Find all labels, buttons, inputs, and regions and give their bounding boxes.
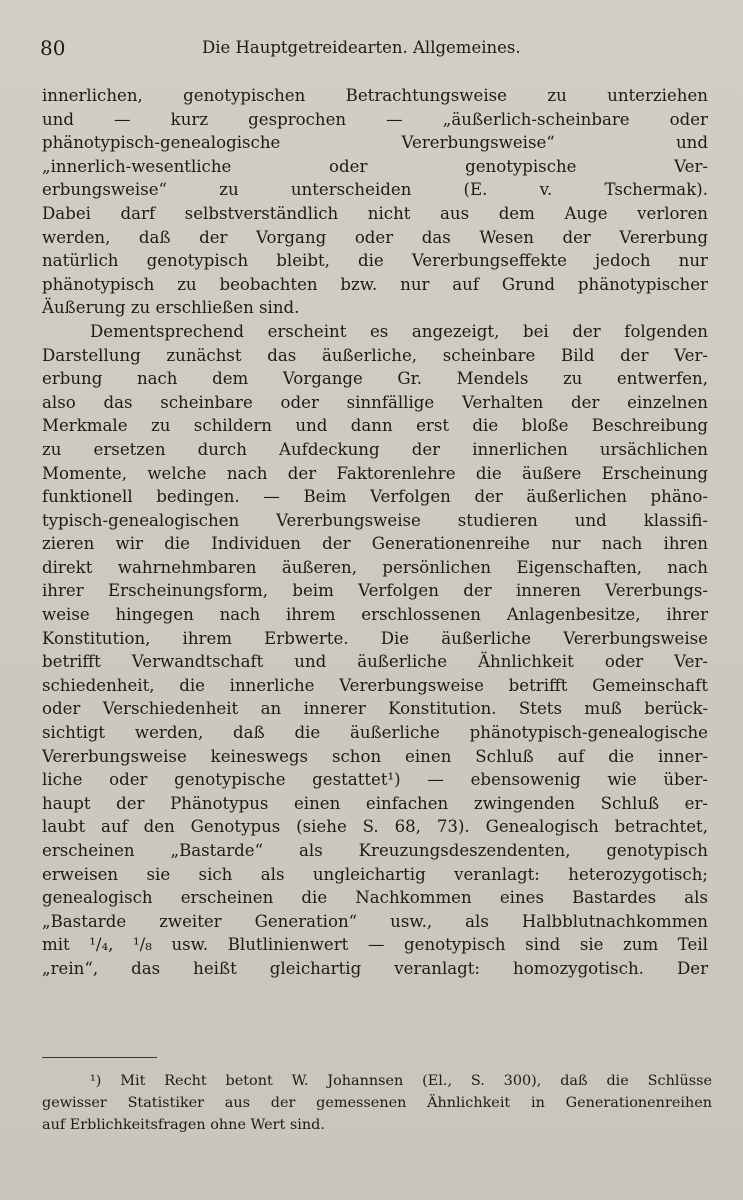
body-line: „rein“, das heißt gleichartig veranlagt: homozygotisch. Der [42,958,708,978]
footnote-line: ¹) Mit Recht betont W. Johannsen (El., S. 300), daß die Schlüsse [90,1073,712,1089]
body-text [42,84,708,981]
body-line: typisch-genealogischen Vererbungsweise studieren und klassifi- [42,510,708,530]
body-line: Vererbungsweise keineswegs schon einen Schluß auf die inner- [42,746,708,766]
footnote-divider [42,1057,157,1058]
footnote [42,1070,712,1136]
body-line: innerlichen, genotypischen Betrachtungsweise zu unterziehen [42,86,708,105]
body-line: Äußerung zu erschließen sind. [42,298,300,318]
body-line: Merkmale zu schildern und dann erst die bloße Beschreibung [42,416,708,436]
body-line: liche oder genotypische gestattet¹) — ebensowenig wie über- [42,770,708,790]
body-line: laubt auf den Genotypus (siehe S. 68, 73). Genealogisch betrachtet, [42,817,708,837]
body-line: oder Verschiedenheit an innerer Konstitution. Stets muß berück- [42,699,708,719]
body-line: funktionell bedingen. — Beim Verfolgen der äußerlichen phäno- [42,487,708,507]
body-line: zieren wir die Individuen der Generationenreihe nur nach ihren [42,534,708,554]
body-line: haupt der Phänotypus einen einfachen zwingenden Schluß er- [42,793,708,813]
footnote-line: auf Erblichkeitsfragen ohne Wert sind. [42,1117,325,1133]
body-line: schiedenheit, die innerliche Vererbungsweise betrifft Gemeinschaft [42,675,708,695]
body-line: weise hingegen nach ihrem erschlossenen Anlagenbesitze, ihrer [42,605,708,625]
body-line: erbungsweise“ zu unterscheiden (E. v. Tschermak). [42,180,708,200]
body-line: sichtigt werden, daß die äußerliche phänotypisch-genealogische [42,723,708,743]
footnote-line: gewisser Statistiker aus der gemessenen Ähnlichkeit in Generationenreihen [42,1095,712,1111]
body-line: Darstellung zunächst das äußerliche, scheinbare Bild der Ver- [42,345,708,365]
body-line: natürlich genotypisch bleibt, die Vererbungseffekte jedoch nur [42,251,708,271]
body-line: also das scheinbare oder sinnfällige Verhalten der einzelnen [42,392,708,412]
body-line: Momente, welche nach der Faktorenlehre die äußere Erscheinung [42,463,708,483]
body-line: ihrer Erscheinungsform, beim Verfolgen der inneren Vererbungs- [42,581,708,601]
body-line: genealogisch erscheinen die Nachkommen eines Bastardes als [42,888,708,908]
body-line: phänotypisch-genealogische Vererbungsweise“ und [42,133,708,153]
body-line: werden, daß der Vorgang oder das Wesen der Vererbung [42,227,708,247]
body-line: und — kurz gesprochen — „äußerlich-scheinbare oder [42,109,708,129]
body-line: zu ersetzen durch Aufdeckung der innerlichen ursächlichen [42,439,708,459]
body-line: „innerlich-wesentliche oder genotypische Ver- [42,156,708,176]
running-header [40,36,710,64]
running-title: Die Hauptgetreidearten. Allgemeines. [202,38,521,57]
body-line: erweisen sie sich als ungleichartig veranlagt: heterozygotisch; [42,864,708,884]
body-line: erbung nach dem Vorgange Gr. Mendels zu entwerfen, [42,369,708,389]
body-line: Dabei darf selbstverständlich nicht aus dem Auge verloren [42,203,708,223]
body-line: mit ¹/₄, ¹/₈ usw. Blutlinienwert — genotypisch sind sie zum Teil [42,935,708,955]
body-line: Konstitution, ihrem Erbwerte. Die äußerliche Vererbungsweise [42,628,708,648]
body-line: erscheinen „Bastarde“ als Kreuzungsdeszendenten, genotypisch [42,841,708,860]
body-line: Dementsprechend erscheint es angezeigt, bei der folgenden [90,321,708,341]
body-line: „Bastarde zweiter Generation“ usw., als Halbblutnachkommen [42,911,708,931]
body-line: direkt wahrnehmbaren äußeren, persönlichen Eigenschaften, nach [42,557,708,577]
body-line: betrifft Verwandtschaft und äußerliche Ähnlichkeit oder Ver- [42,652,708,672]
body-line: phänotypisch zu beobachten bzw. nur auf Grund phänotypischer [42,274,708,294]
page-number: 80 [40,36,66,60]
